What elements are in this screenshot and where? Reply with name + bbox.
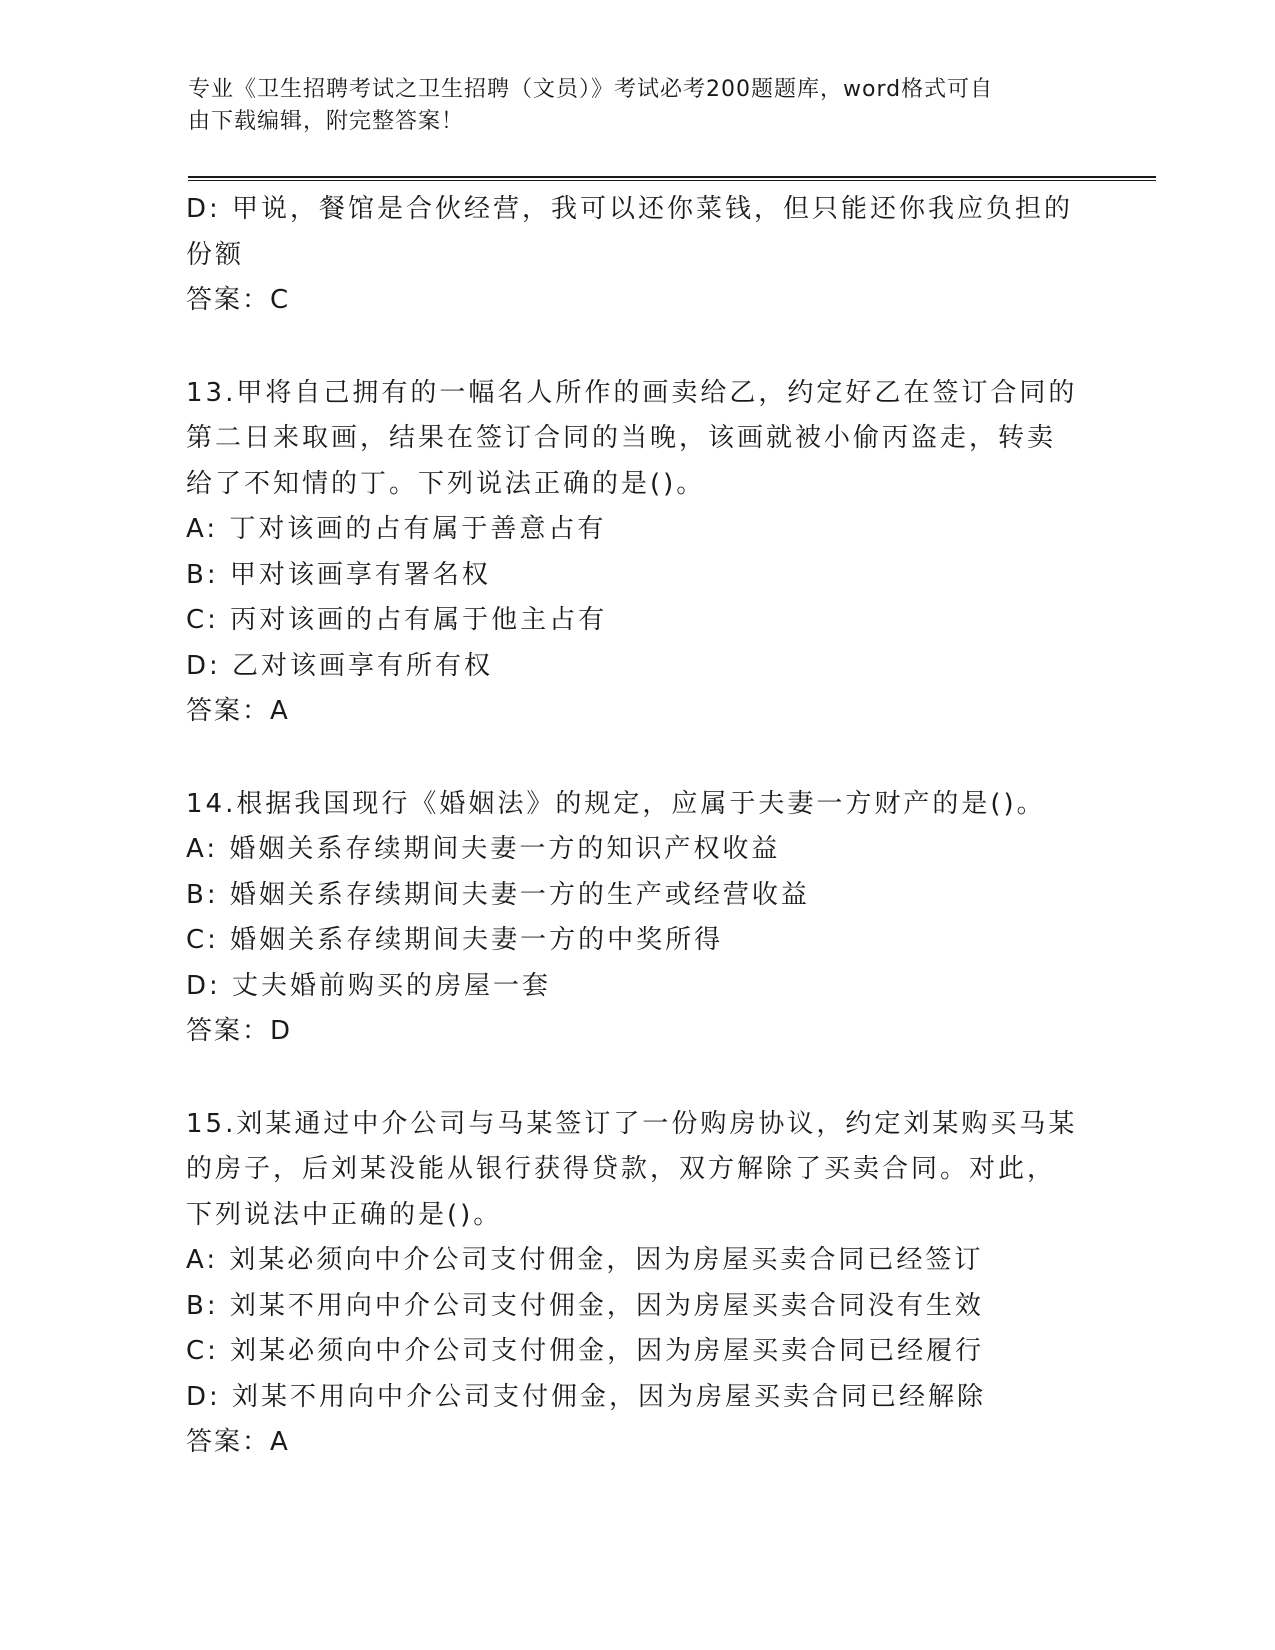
question-stem: 的房子，后刘某没能从银行获得贷款，双方解除了买卖合同。对此， (186, 1154, 1057, 1184)
answer-line: 答案：A (186, 696, 290, 726)
question-stem: 下列说法中正确的是()。 (186, 1199, 503, 1230)
answer-line: 答案：C (186, 285, 291, 315)
option-b: B: 婚姻关系存续期间夫妻一方的生产或经营收益 (186, 879, 810, 910)
option-a: A: 刘某必须向中介公司支付佣金，因为房屋买卖合同已经签订 (186, 1245, 984, 1275)
continued-question (186, 187, 1086, 324)
answer-line: 答案：D (186, 1016, 293, 1046)
option-d: D: 刘某不用向中介公司支付佣金，因为房屋买卖合同已经解除 (186, 1381, 987, 1412)
option-d: D: 乙对该画享有所有权 (186, 650, 494, 681)
question-14 (186, 782, 1086, 1055)
page-header (188, 74, 1068, 138)
question-13 (186, 371, 1086, 735)
question-stem: 13.甲将自己拥有的一幅名人所作的画卖给乙，约定好乙在签订合同的 (186, 377, 1078, 408)
option-a: A: 丁对该画的占有属于善意占有 (186, 514, 607, 544)
question-15 (186, 1102, 1086, 1466)
question-stem: 给了不知情的丁。下列说法正确的是()。 (186, 468, 706, 499)
option-c: C: 刘某必须向中介公司支付佣金，因为房屋买卖合同已经履行 (186, 1336, 985, 1366)
question-stem: 15.刘某通过中介公司与马某签订了一份购房协议，约定刘某购买马某 (186, 1108, 1078, 1139)
option-b: B: 刘某不用向中介公司支付佣金，因为房屋买卖合同没有生效 (186, 1290, 984, 1321)
header-line-1: 专业《卫生招聘考试之卫生招聘（文员）》考试必考200题题库，word格式可自 (188, 77, 994, 102)
option-a: A: 婚姻关系存续期间夫妻一方的知识产权收益 (186, 834, 781, 864)
option-d-continuation: 份额 (186, 239, 245, 270)
document-body (186, 187, 1086, 1466)
option-c: C: 婚姻关系存续期间夫妻一方的中奖所得 (186, 925, 724, 955)
option-c: C: 丙对该画的占有属于他主占有 (186, 605, 608, 635)
answer-line: 答案：A (186, 1427, 290, 1457)
question-stem: 第二日来取画，结果在签订合同的当晚，该画就被小偷丙盗走，转卖 (186, 423, 1057, 453)
header-divider (188, 176, 1156, 181)
header-line-2: 由下载编辑，附完整答案！ (188, 109, 465, 134)
option-b: B: 甲对该画享有署名权 (186, 559, 491, 590)
question-stem: 14.根据我国现行《婚姻法》的规定，应属于夫妻一方财产的是()。 (186, 788, 1046, 819)
option-d: D: 丈夫婚前购买的房屋一套 (186, 970, 552, 1001)
option-d: D: 甲说，餐馆是合伙经营，我可以还你菜钱，但只能还你我应负担的 (186, 194, 1074, 224)
